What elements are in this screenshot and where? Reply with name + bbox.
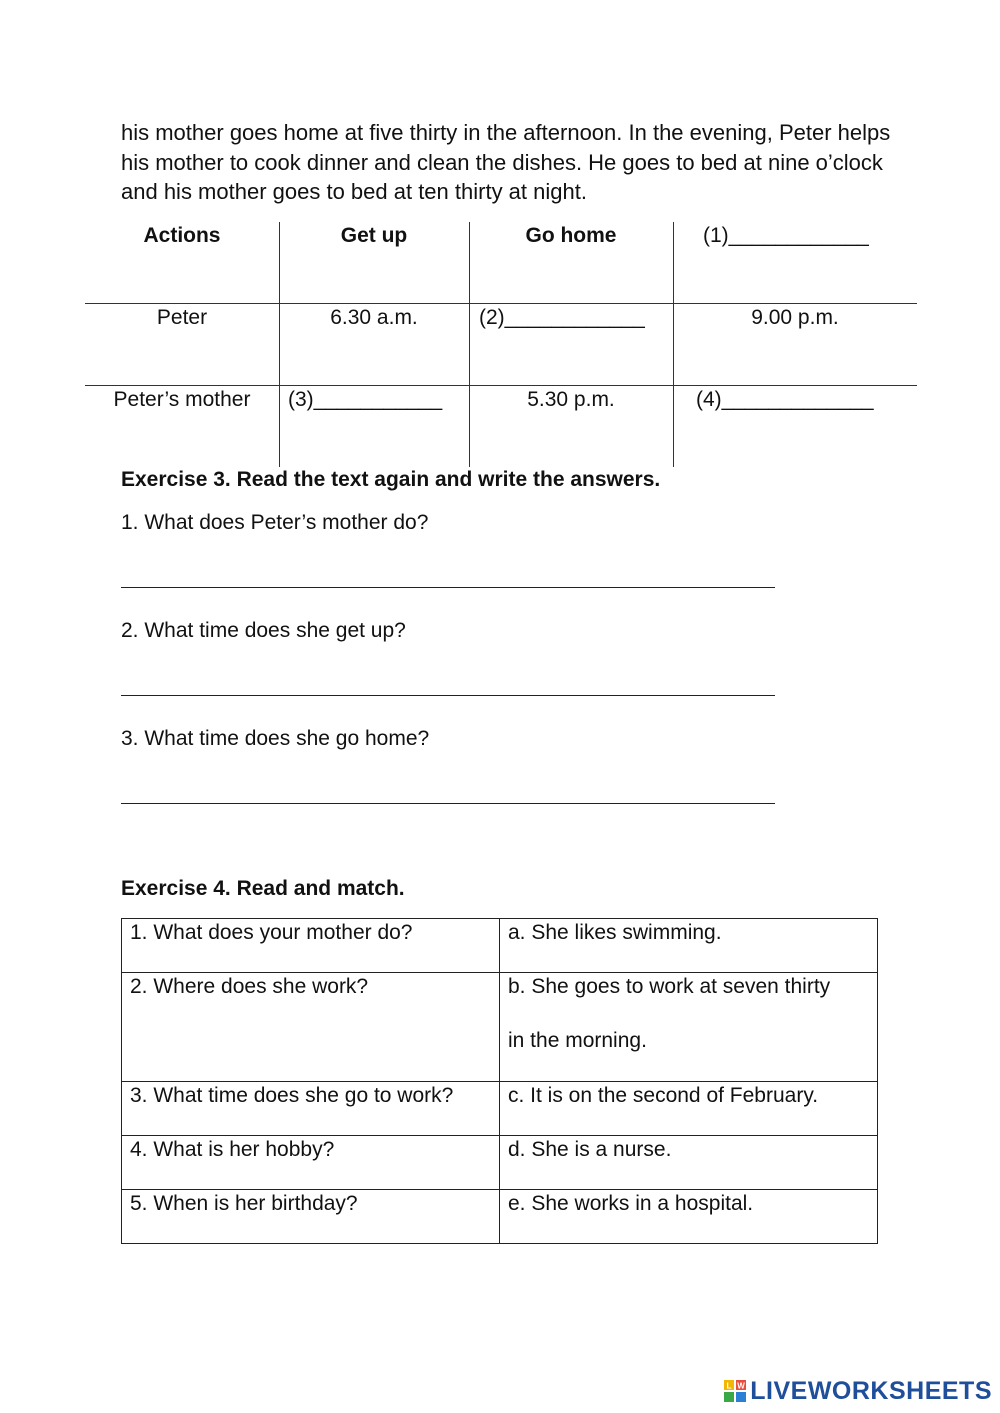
- match-question-4: 4. What is her hobby?: [122, 1136, 500, 1190]
- match-table: [121, 918, 878, 1244]
- table-rule: [279, 222, 280, 467]
- exercise3-question-2: 2. What time does she get up?: [121, 619, 406, 642]
- header-get-up: Get up: [340, 224, 408, 247]
- exercise3-question-3: 3. What time does she go home?: [121, 727, 430, 750]
- match-answer-a: a. She likes swimming.: [500, 919, 878, 973]
- logo-text: LIVEWORKSHEETS: [750, 1376, 992, 1405]
- match-question-3: 3. What time does she go to work?: [122, 1082, 500, 1136]
- match-question-2: 2. Where does she work?: [122, 973, 500, 1082]
- logo-badge-icon: [723, 1379, 747, 1403]
- match-answer-b: [500, 973, 878, 1082]
- blank-3[interactable]: (3)___________: [288, 388, 443, 411]
- passage-text: his mother goes home at five thirty in the afternoon. In the evening, Peter helps his mother to cook dinner and clean the dishes. He goes to bed at nine o’clock and his mother goes to bed at ten thirty at night.: [121, 120, 891, 204]
- exercise3-question-1: 1. What does Peter’s mother do?: [121, 511, 429, 534]
- table-row: [122, 1190, 878, 1244]
- blank-1[interactable]: (1)____________: [703, 224, 869, 247]
- row-label-peter: Peter: [156, 306, 208, 329]
- match-answer-b-line2: in the morning.: [508, 1029, 647, 1052]
- answer-line-3[interactable]: [121, 803, 775, 804]
- schedule-table: [0, 0, 1000, 470]
- answer-line-1[interactable]: [121, 587, 775, 588]
- match-answer-d: d. She is a nurse.: [500, 1136, 878, 1190]
- peter-bed: 9.00 p.m.: [751, 306, 839, 329]
- match-answer-c: c. It is on the second of February.: [500, 1082, 878, 1136]
- peter-get-up: 6.30 a.m.: [330, 306, 418, 329]
- header-actions: Actions: [143, 224, 221, 247]
- blank-2[interactable]: (2)____________: [479, 306, 645, 329]
- match-answer-b-line1: b. She goes to work at seven thirty: [508, 975, 831, 998]
- answer-line-2[interactable]: [121, 695, 775, 696]
- liveworksheets-logo: [723, 1377, 992, 1405]
- table-row: [122, 973, 878, 1082]
- svg-text:L: L: [726, 1381, 732, 1391]
- blank-4[interactable]: (4)_____________: [696, 388, 874, 411]
- header-go-home: Go home: [525, 224, 617, 247]
- match-question-5: 5. When is her birthday?: [122, 1190, 500, 1244]
- row-label-mother: Peter’s mother: [113, 388, 251, 411]
- table-rule: [673, 222, 674, 467]
- svg-text:W: W: [737, 1381, 746, 1391]
- mother-go-home: 5.30 p.m.: [527, 388, 615, 411]
- exercise4-title: Exercise 4. Read and match.: [121, 877, 405, 900]
- exercise3-title: Exercise 3. Read the text again and write the answers.: [121, 468, 661, 491]
- table-rule: [469, 222, 470, 467]
- table-row: [122, 1082, 878, 1136]
- table-rule: [85, 303, 917, 304]
- table-row: [122, 919, 878, 973]
- table-rule: [85, 385, 917, 386]
- match-question-1: 1. What does your mother do?: [122, 919, 500, 973]
- table-row: [122, 1136, 878, 1190]
- match-answer-e: e. She works in a hospital.: [500, 1190, 878, 1244]
